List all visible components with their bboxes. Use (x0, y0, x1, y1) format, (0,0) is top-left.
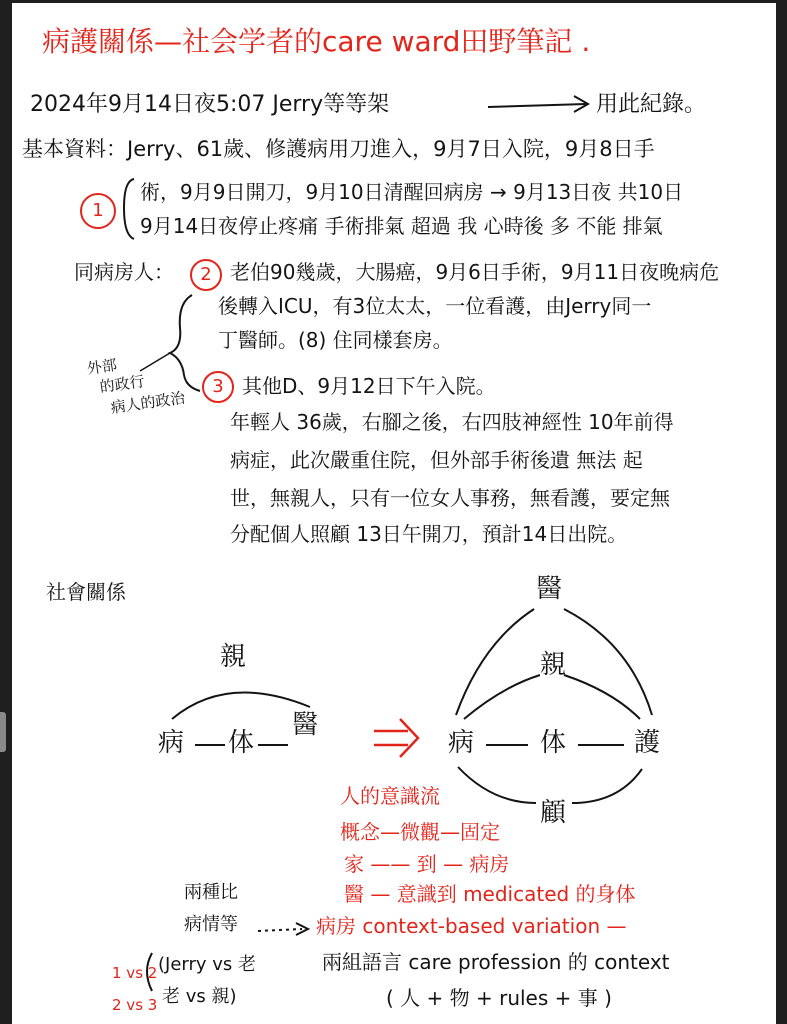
left-diagram-left: 病 (158, 728, 185, 758)
elements-note: ( 人 + 物 + rules + 事 ) (386, 986, 612, 1010)
pair-line: (Jerry vs 老 (158, 954, 257, 975)
red-note: 醫 — 意識到 medicated 的身体 (344, 882, 636, 906)
section-label: 社會關係 (46, 580, 126, 604)
item3-line: 分配個人照顧 13日午開刀，預計14日出院。 (230, 522, 628, 546)
side-note-line: 病人的政治 (109, 388, 187, 417)
scroll-indicator[interactable] (0, 712, 6, 752)
marker-1: 1 (92, 200, 104, 221)
item3-line: 年輕人 36歲，右腳之後，右四肢神經性 10年前得 (230, 410, 674, 434)
dotted-arrow-icon (258, 923, 308, 935)
arrow-right-icon (488, 96, 588, 112)
page-title: 病護關係—社会学者的care ward田野筆記 . (42, 25, 591, 58)
item3-line: 世，無親人，只有一位女人事務，無看護，要定無 (230, 486, 670, 510)
entry-note: 用此紀錄。 (596, 92, 707, 117)
pair-index: 2 vs 3 (112, 996, 158, 1014)
item3-line: 其他D、9月12日下午入院。 (242, 374, 496, 398)
side-note-line: 外部 (85, 355, 119, 378)
entry-datetime: 2024年9月14日夜5:07 Jerry等等架 (30, 92, 390, 117)
red-note: 概念—微觀—固定 (340, 820, 500, 844)
brace-roommates (170, 295, 200, 391)
right-diagram-top: 醫 (536, 574, 563, 604)
double-arrow-icon (374, 719, 418, 757)
bottom-left-line: 病情等 (184, 914, 238, 935)
marker-3: 3 (212, 376, 224, 397)
brace-tail (140, 353, 170, 371)
right-diagram-left: 病 (448, 728, 475, 758)
left-diagram-top: 親 (220, 642, 247, 672)
basic-info: 基本資料：Jerry、61歲、修護病用刀進入，9月7日入院，9月8日手 (22, 137, 655, 161)
left-diagram-middle: 体 (228, 728, 255, 758)
variation-note: 病房 context-based variation — (316, 914, 627, 938)
red-note: 人的意識流 (340, 784, 440, 808)
right-diagram-lines (456, 609, 652, 803)
item3-line: 病症，此次嚴重住院，但外部手術後遺 無法 起 (230, 448, 643, 472)
right-diagram-right: 護 (634, 728, 661, 758)
item2-line: 丁醫師。(8) 住同樣套房。 (218, 328, 453, 352)
item2-line: 老伯90幾歲，大腸癌，9月6日手術，9月11日夜晚病危 (230, 260, 720, 284)
item1-line: 9月14日夜停止疼痛 手術排氣 超過 我 心時後 多 不能 排氣 (140, 214, 663, 238)
item2-line: 後轉入ICU，有3位太太，一位看護，由Jerry同一 (218, 294, 652, 318)
right-diagram-bottom: 顧 (540, 798, 567, 828)
marker-2: 2 (200, 264, 212, 285)
right-diagram-upper: 親 (540, 650, 567, 680)
right-diagram-middle: 体 (540, 728, 567, 758)
note-page (12, 3, 776, 1024)
left-diagram-right: 醫 (292, 710, 319, 740)
bracket-item1 (124, 179, 134, 239)
red-note: 家 —— 到 — 病房 (344, 852, 510, 876)
roommates-label: 同病房人： (74, 260, 174, 284)
pair-index: 1 vs 2 (112, 964, 158, 982)
pair-line: 老 vs 親) (162, 986, 237, 1007)
side-note-line: 的政行 (98, 372, 146, 397)
context-note: 兩組語言 care profession 的 context (322, 950, 670, 974)
bottom-left-line: 兩種比 (184, 882, 238, 903)
item1-line: 術，9月9日開刀，9月10日清醒回病房 → 9月13日夜 共10日 (140, 180, 684, 204)
